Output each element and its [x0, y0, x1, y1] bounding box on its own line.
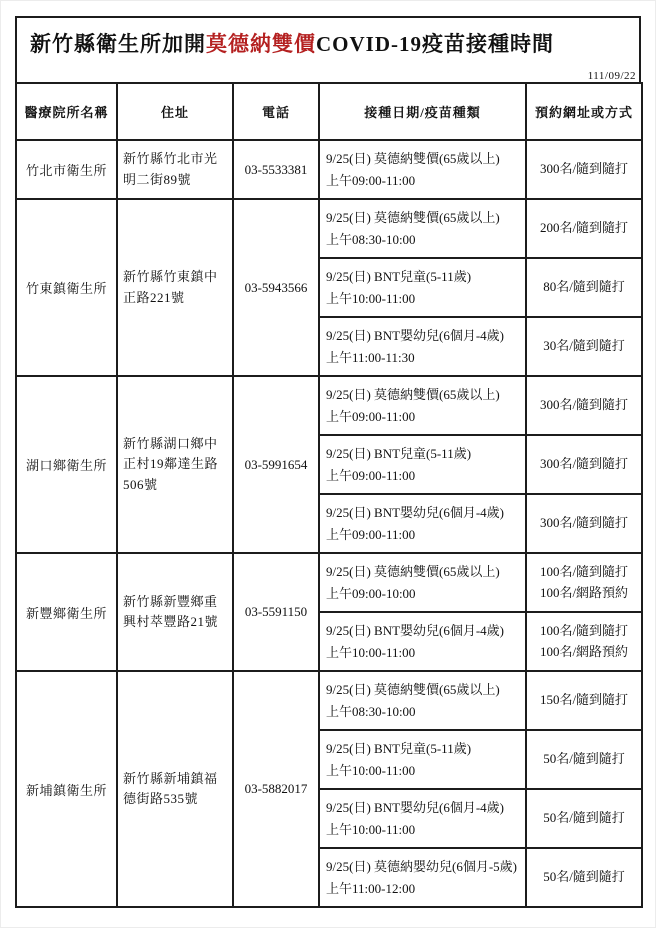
clinic-address-cell: 新竹縣竹東鎮中正路221號: [117, 199, 233, 376]
quota-line: 100名/隨到隨打: [539, 623, 629, 639]
vaccine-schedule-table: [15, 82, 643, 908]
clinic-address-cell: 新竹縣竹北市光明二街89號: [117, 140, 233, 199]
quota-line: 300名/隨到隨打: [539, 161, 629, 177]
quota-line: 50名/隨到隨打: [543, 751, 625, 767]
quota-cell: [526, 494, 642, 553]
quota-cell: [526, 848, 642, 907]
session-cell: [319, 317, 526, 376]
title-suffix: COVID-19疫苗接種時間: [316, 32, 554, 56]
session-cell: [319, 435, 526, 494]
clinic-name-cell: 新豐鄉衛生所: [16, 553, 117, 671]
session-cell: [319, 553, 526, 612]
clinic-address-cell: 新竹縣湖口鄉中正村19鄰達生路506號: [117, 376, 233, 553]
session-time-line: 上午08:30-10:00: [326, 703, 416, 719]
session-vaccine-line: 9/25(日) BNT嬰幼兒(6個月-4歲): [326, 800, 505, 816]
session-cell: [319, 199, 526, 258]
clinic-name-cell: 竹北市衛生所: [16, 140, 117, 199]
session-vaccine-line: 9/25(日) 莫德納雙價(65歲以上): [326, 151, 500, 167]
quota-line: 30名/隨到隨打: [543, 338, 625, 354]
session-vaccine-line: 9/25(日) 莫德納雙價(65歲以上): [326, 564, 500, 580]
document-date: 111/09/22: [587, 70, 636, 82]
session-vaccine-line: 9/25(日) 莫德納雙價(65歲以上): [326, 210, 500, 226]
session-time-line: 上午10:00-11:00: [326, 821, 416, 837]
clinic-phone-cell: 03-5591150: [233, 553, 319, 671]
header-clinic-name: 醫療院所名稱: [16, 83, 117, 140]
session-cell: [319, 730, 526, 789]
table-row: [16, 199, 642, 258]
header-phone: 電話: [233, 83, 319, 140]
session-time-line: 上午10:00-11:00: [326, 644, 416, 660]
session-vaccine-line: 9/25(日) BNT嬰幼兒(6個月-4歲): [326, 505, 505, 521]
session-vaccine-line: 9/25(日) BNT嬰幼兒(6個月-4歲): [326, 623, 505, 639]
session-cell: [319, 494, 526, 553]
clinic-name-cell: 湖口鄉衛生所: [16, 376, 117, 553]
quota-line: 200名/隨到隨打: [539, 220, 629, 236]
session-time-line: 上午08:30-10:00: [326, 231, 416, 247]
table-row: [16, 553, 642, 612]
session-cell: [319, 848, 526, 907]
session-time-line: 上午10:00-11:00: [326, 762, 416, 778]
header-address: 住址: [117, 83, 233, 140]
quota-cell: [526, 317, 642, 376]
clinic-name-cell: 新埔鎮衛生所: [16, 671, 117, 907]
session-time-line: 上午09:00-11:00: [326, 408, 416, 424]
table-header-row: [16, 83, 642, 140]
session-cell: [319, 140, 526, 199]
clinic-phone-cell: 03-5882017: [233, 671, 319, 907]
session-vaccine-line: 9/25(日) BNT兒童(5-11歲): [326, 741, 472, 757]
title-prefix: 新竹縣衛生所加開: [30, 32, 206, 56]
quota-cell: [526, 612, 642, 671]
clinic-phone-cell: 03-5943566: [233, 199, 319, 376]
quota-line: 100名/隨到隨打: [539, 564, 629, 580]
quota-line: 50名/隨到隨打: [543, 810, 625, 826]
quota-cell: [526, 140, 642, 199]
table-body: [16, 140, 642, 907]
session-cell: [319, 376, 526, 435]
table-row: [16, 671, 642, 730]
quota-cell: [526, 789, 642, 848]
quota-line: 150名/隨到隨打: [539, 692, 629, 708]
session-vaccine-line: 9/25(日) 莫德納雙價(65歲以上): [326, 682, 500, 698]
session-vaccine-line: 9/25(日) 莫德納雙價(65歲以上): [326, 387, 500, 403]
page-title: [17, 18, 639, 58]
session-cell: [319, 612, 526, 671]
quota-line: 80名/隨到隨打: [543, 279, 625, 295]
clinic-address-cell: 新竹縣新埔鎮福德街路535號: [117, 671, 233, 907]
header-session: 接種日期/疫苗種類: [319, 83, 526, 140]
header-reservation: 預約網址或方式: [526, 83, 642, 140]
quota-cell: [526, 199, 642, 258]
quota-cell: [526, 258, 642, 317]
session-vaccine-line: 9/25(日) BNT兒童(5-11歲): [326, 269, 472, 285]
clinic-phone-cell: 03-5991654: [233, 376, 319, 553]
quota-cell: [526, 553, 642, 612]
vaccine-schedule-sheet: [15, 16, 641, 908]
session-time-line: 上午09:00-11:00: [326, 526, 416, 542]
quota-cell: [526, 376, 642, 435]
quota-line: 300名/隨到隨打: [539, 456, 629, 472]
quota-line: 100名/網路預約: [539, 584, 629, 600]
table-row: [16, 140, 642, 199]
clinic-name-cell: 竹東鎮衛生所: [16, 199, 117, 376]
quota-cell: [526, 671, 642, 730]
session-cell: [319, 789, 526, 848]
session-time-line: 上午11:00-12:00: [326, 880, 416, 896]
session-vaccine-line: 9/25(日) BNT兒童(5-11歲): [326, 446, 472, 462]
session-time-line: 上午09:00-10:00: [326, 585, 416, 601]
quota-line: 100名/網路預約: [539, 643, 629, 659]
session-vaccine-line: 9/25(日) BNT嬰幼兒(6個月-4歲): [326, 328, 505, 344]
session-time-line: 上午09:00-11:00: [326, 172, 416, 188]
quota-cell: [526, 435, 642, 494]
session-cell: [319, 671, 526, 730]
quota-cell: [526, 730, 642, 789]
session-time-line: 上午09:00-11:00: [326, 467, 416, 483]
session-time-line: 上午11:00-11:30: [326, 349, 415, 365]
session-cell: [319, 258, 526, 317]
clinic-phone-cell: 03-5533381: [233, 140, 319, 199]
quota-line: 300名/隨到隨打: [539, 397, 629, 413]
session-time-line: 上午10:00-11:00: [326, 290, 416, 306]
table-row: [16, 376, 642, 435]
title-highlight-text: 莫德納雙價: [206, 32, 316, 56]
quota-line: 50名/隨到隨打: [543, 869, 625, 885]
title-box: [15, 16, 641, 82]
quota-line: 300名/隨到隨打: [539, 515, 629, 531]
clinic-address-cell: 新竹縣新豐鄉重興村萃豐路21號: [117, 553, 233, 671]
session-vaccine-line: 9/25(日) 莫德納嬰幼兒(6個月-5歲): [326, 859, 518, 875]
